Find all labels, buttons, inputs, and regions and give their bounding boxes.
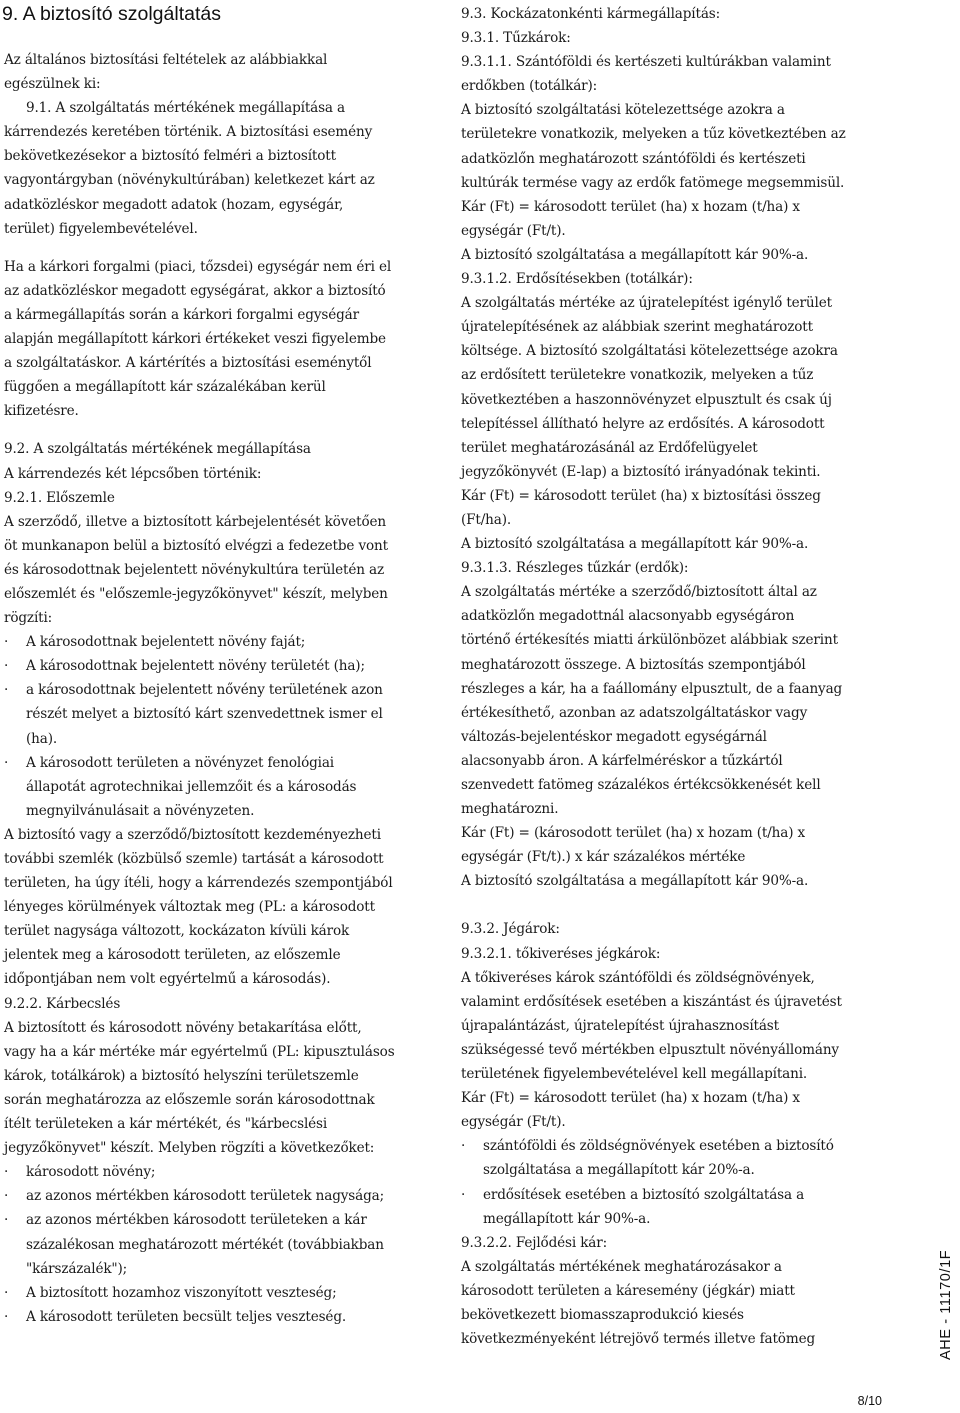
text-line: terület meghatározásánál az Erdőfelügyelet xyxy=(461,439,758,456)
text-line: adatközléskor megadott adatok (hozam, egységár, xyxy=(4,196,344,213)
text-line: újratelepítésének az alábbiak szerint meghatározott xyxy=(461,319,813,336)
text-line: szenvedett fatömeg százalékos értékcsökkenését kell xyxy=(461,777,821,793)
text-line: 9.3.2. Jégárok: xyxy=(461,921,560,938)
bullet-line: · szántóföldi és zöldségnövények esetében a biztosító xyxy=(461,1134,931,1158)
text-line: 9.3.2.2. Fejlődési kár: xyxy=(461,1234,608,1251)
text-line: újrapalántázást, újratelepítést újrahasznosítást xyxy=(461,1017,779,1034)
text-line: bekövetkezett biomasszaprodukció kiesés xyxy=(461,1306,744,1323)
bullet-line: · A biztosított hozamhoz viszonyított veszteség; xyxy=(4,1281,444,1305)
text-line: egységár (Ft/t). xyxy=(461,222,566,239)
text-line: során meghatározza az előszemle során károsodottnak xyxy=(4,1091,375,1108)
text-line: jegyzőkönyvet" készít. Melyben rögzíti a következőket: xyxy=(4,1140,375,1157)
text-line: A szolgáltatás mértéke az újratelepítést igénylő terület xyxy=(461,295,832,312)
text-line: 9.3.1.2. Erdősítésekben (totálkár): xyxy=(461,271,693,288)
text-line: 9.2.1. Előszemle xyxy=(4,489,115,506)
text-line: valamint erdősítések esetében a kiszántást és újravetést xyxy=(461,993,842,1010)
document-code: AHE - 11170/1F xyxy=(938,1249,954,1360)
text-line: Az általános biztosítási feltételek az alábbiakkal xyxy=(4,52,328,68)
bullet-line: · A károsodottnak bejelentett növény faját; xyxy=(4,630,444,654)
bullet-line: · az azonos mértékben károsodott területeken a kár xyxy=(4,1208,444,1232)
text-line: lényeges körülmények változtak meg (PL: a károsodott xyxy=(4,899,375,916)
text-line: a kármegállapítás során a kárkori forgalmi egységár xyxy=(4,306,359,323)
text-line: A biztosító szolgáltatási kötelezettsége azokra a xyxy=(461,102,785,119)
text-line: meghatározott összege. A biztosítás szempontjából xyxy=(461,656,806,673)
text-line: "kárszázalék"); xyxy=(26,1260,128,1277)
text-line: öt munkanapon belül a biztosító elvégzi a fedezetbe vont xyxy=(4,537,388,554)
text-line: terület nagysága változott, kockázaton kívüli károk xyxy=(4,923,350,940)
text-line: további szemlék (közbülső szemle) tartását a károsodott xyxy=(4,851,384,867)
text-line: megállapított kár 90%-a. xyxy=(483,1210,651,1227)
text-line: költsége. A biztosító szolgáltatási kötelezettsége azokra xyxy=(461,343,838,360)
text-line: Ha a kárkori forgalmi (piaci, tőzsdei) egységár nem éri el xyxy=(4,258,392,275)
bullet-line: · az azonos mértékben károsodott területek nagysága; xyxy=(4,1184,444,1208)
text-line: A tőkiveréses károk szántóföldi és zöldségnövények, xyxy=(461,969,815,986)
text-line: szolgáltatása a megállapított kár 20%-a. xyxy=(483,1162,755,1179)
text-line: adatközlőn megadottnál alacsonyabb egységáron xyxy=(461,608,795,625)
text-line: kultúrák termése vagy az erdők fatömege megsemmisül. xyxy=(461,174,845,191)
text-line: Kár (Ft) = károsodott terület (ha) x biztosítási összeg xyxy=(461,487,821,504)
text-line: következményeként létrejövő termés illetve fatömeg xyxy=(461,1331,816,1348)
text-line: 9.3.1.1. Szántóföldi és kertészeti kultúrákban valamint xyxy=(461,54,831,71)
text-line: értékesíthető, azonban az adatszolgáltatáskor vagy xyxy=(461,704,808,721)
page-number: 8/10 xyxy=(857,1394,882,1408)
text-line: ítélt területeken a kár mértékét, és "kárbecslési xyxy=(4,1116,328,1133)
text-line: jegyzőkönyvét (E-lap) a biztosító irányadónak tekinti. xyxy=(461,463,821,480)
bullet-line: · erdősítések esetében a biztosító szolgáltatása a xyxy=(461,1183,931,1207)
text-line: A biztosító szolgáltatása a megállapított kár 90%-a. xyxy=(461,536,809,553)
text-line: adatközlőn meghatározott szántóföldi és kertészeti xyxy=(461,150,806,167)
text-line: A szerződő, illetve a biztosított kárbejelentését követően xyxy=(4,513,386,530)
text-line: egészülnek ki: xyxy=(4,76,101,93)
bullet-line: · A károsodott területen becsült teljes veszteség. xyxy=(4,1305,444,1329)
text-line: állapotát agrotechnikai jellemzőit és a károsodás xyxy=(26,778,357,795)
text-line: vagy ha a kár mértéke már egyértelmű (PL: kipusztulásos xyxy=(4,1043,395,1060)
text-line: egységár (Ft/t).) x kár százalékos mértéke xyxy=(461,849,746,866)
bullet-line: · károsodott növény; xyxy=(4,1160,444,1184)
text-line: károsodott területen a káresemény (jégkár) miatt xyxy=(461,1282,795,1299)
text-line: rögzíti: xyxy=(4,610,53,627)
bullet-line: · a károsodottnak bejelentett nővény területének azon xyxy=(4,678,444,702)
text-line: jelentek meg a károsodott területen, az előszemle xyxy=(4,947,341,964)
text-line: 9.3. Kockázatonkénti kármegállapítás: xyxy=(461,6,721,22)
text-line: előszemlét és "előszemle-jegyzőkönyvet" készít, melyben xyxy=(4,585,388,602)
section-heading: 9. A biztosító szolgáltatás xyxy=(2,3,221,25)
text-line: 9.1. A szolgáltatás mértékének megállapítása a xyxy=(26,100,345,117)
text-line: területének figyelembevételével kell megállapítani. xyxy=(461,1066,808,1083)
text-line: Kár (Ft) = károsodott terület (ha) x hozam (t/ha) x xyxy=(461,1090,800,1107)
text-line: 9.2. A szolgáltatás mértékének megállapítása xyxy=(4,441,311,458)
text-line: területekre vonatkozik, melyeken a tűz következtében az xyxy=(461,126,846,143)
text-line: A biztosító szolgáltatása a megállapított kár 90%-a. xyxy=(461,873,809,890)
text-line: megnyilvánulásait a növényzeten. xyxy=(26,802,255,819)
text-line: szükségessé tevő mértékben elpusztult növényállomány xyxy=(461,1041,839,1058)
text-line: 9.3.1.3. Részleges tűzkár (erdők): xyxy=(461,560,689,577)
text-line: százalékosan meghatározott mértékét (továbbiakban xyxy=(26,1236,384,1253)
text-line: erdőkben (totálkár): xyxy=(461,78,598,95)
text-line: időpontjában nem volt egyértelmű a károsodás). xyxy=(4,971,331,988)
text-line: 9.2.2. Kárbecslés xyxy=(4,995,121,1012)
bullet-line: · A károsodott területen a növényzet fenológiai xyxy=(4,751,444,775)
text-line: meghatározni. xyxy=(461,801,559,818)
text-line: A szolgáltatás mértéke a szerződő/biztosított által az xyxy=(461,584,817,601)
right-text-column xyxy=(461,2,931,1351)
text-line: bekövetkezésekor a biztosító felméri a biztosított xyxy=(4,148,336,165)
text-line: területen, ha úgy ítéli, hogy a kárrendezés szempontjából xyxy=(4,875,393,892)
text-line: 9.3.1. Tűzkárok: xyxy=(461,30,571,47)
text-line: terület) figyelembevételével. xyxy=(4,220,198,237)
text-line: 9.3.2.1. tőkiveréses jégkárok: xyxy=(461,945,661,962)
text-line: a szolgáltatáskor. A kártérítés a biztosítási eseménytől xyxy=(4,355,372,372)
paragraph-spacer xyxy=(4,241,444,255)
text-line: az erdősített területekre vonatkozik, melyeken a tűz xyxy=(461,367,814,384)
text-line: kifizetésre. xyxy=(4,403,79,420)
text-line: Kár (Ft) = (károsodott terület (ha) x hozam (t/ha) x xyxy=(461,825,806,842)
text-line: részét melyet a biztosító kárt szenvedettnek ismer el xyxy=(26,706,383,723)
text-line: Kár (Ft) = károsodott terület (ha) x hozam (t/ha) x xyxy=(461,198,800,215)
text-line: egységár (Ft/t). xyxy=(461,1114,566,1131)
text-line: A szolgáltatás mértékének meghatározásakor a xyxy=(461,1258,782,1275)
text-line: (Ft/ha). xyxy=(461,511,512,528)
text-line: történő értékesítés miatti árkülönbözet alábbiak szerint xyxy=(461,632,838,649)
left-text-column xyxy=(4,48,444,1329)
paragraph-spacer xyxy=(4,423,444,437)
text-line: és károsodottnak bejelentett növénykultúra területén az xyxy=(4,561,384,578)
text-line: A biztosító vagy a szerződő/biztosított kezdeményezheti xyxy=(4,826,381,843)
text-line: A kárrendezés két lépcsőben történik: xyxy=(4,465,262,482)
paragraph-spacer xyxy=(461,893,931,917)
text-line: A biztosító szolgáltatása a megállapított kár 90%-a. xyxy=(461,246,809,263)
text-line: részleges a kár, ha a faállomány elpusztult, de a faanyag xyxy=(461,680,843,697)
text-line: az adatközléskor megadott egységárat, akkor a biztosító xyxy=(4,282,386,299)
text-line: alapján megállapított kárkori értékeket veszi figyelembe xyxy=(4,331,386,348)
text-line: A biztosított és károsodott növény betakarítása előtt, xyxy=(4,1019,362,1036)
text-line: kárrendezés keretében történik. A biztosítási esemény xyxy=(4,124,373,141)
text-line: következtében a haszonnövényzet elpusztult és csak új xyxy=(461,391,832,408)
text-line: alacsonyabb áron. A kárfelméréskor a tűzkártól xyxy=(461,752,783,769)
text-line: változás-bejelentéskor megadott egységárnál xyxy=(461,728,767,745)
text-line: (ha). xyxy=(26,730,58,747)
text-line: függően a megállapított kár százalékában kerül xyxy=(4,379,326,396)
bullet-line: · A károsodottnak bejelentett növény területét (ha); xyxy=(4,654,444,678)
text-line: telepítéssel állítható helyre az erdősítés. A károsodott xyxy=(461,415,825,432)
text-line: károk, totálkárok) a biztosító helyszíni területszemle xyxy=(4,1067,359,1084)
text-line: vagyontárgyban (növénykultúrában) keletkezet kárt az xyxy=(4,172,375,189)
